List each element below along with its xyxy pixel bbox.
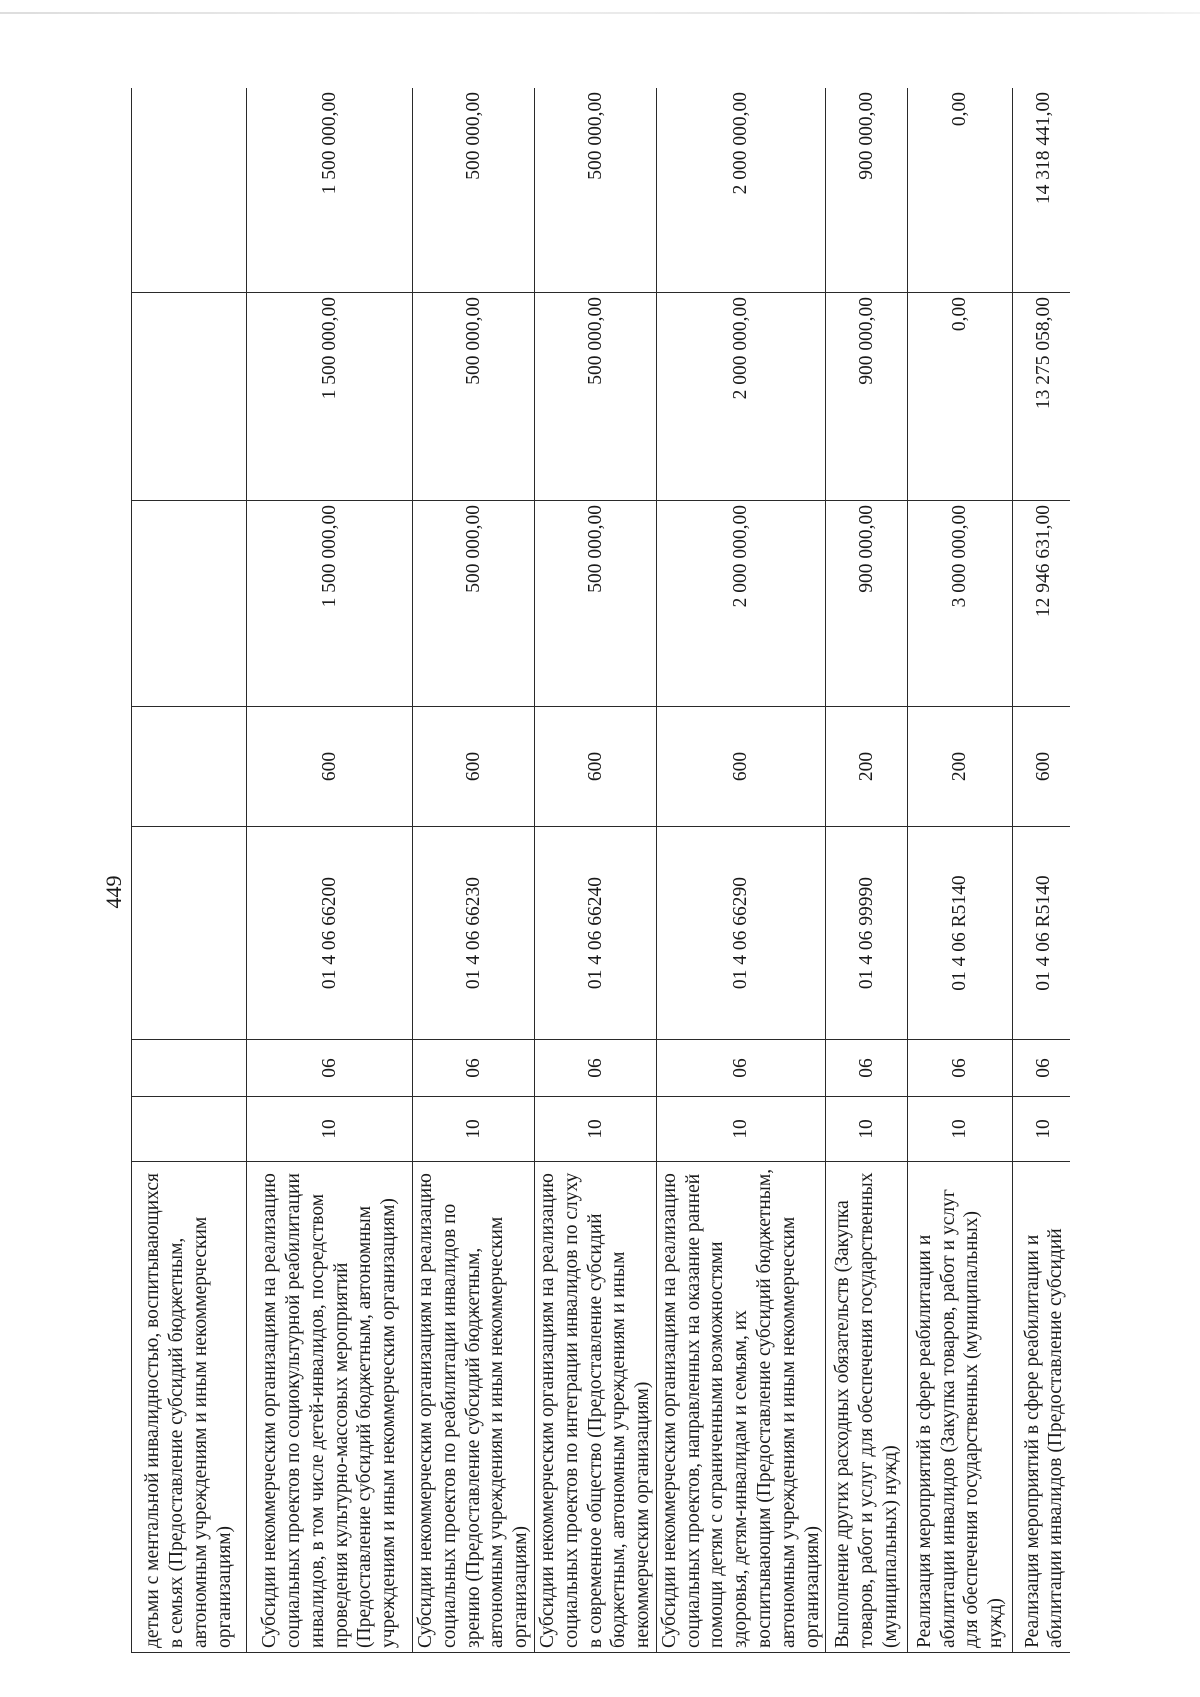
amount-year-3: 500 000,00	[535, 88, 657, 293]
table-row	[908, 88, 1013, 1653]
section-code: 10	[656, 1097, 825, 1162]
amount-year-1: 900 000,00	[826, 501, 908, 707]
amount-year-1: 2 000 000,00	[656, 501, 825, 707]
target-article-code: 01 4 06 99990	[826, 827, 908, 1040]
rotated-table-container	[131, 88, 1070, 1653]
section-code: 10	[1013, 1097, 1070, 1162]
budget-table	[131, 88, 1070, 1653]
table-frame	[131, 88, 1070, 1653]
subsection-code: 06	[247, 1040, 413, 1097]
amount-year-1: 1 500 000,00	[247, 501, 413, 707]
amount-year-3	[132, 88, 247, 293]
amount-year-3: 0,00	[908, 88, 1013, 293]
section-code: 10	[535, 1097, 657, 1162]
target-article-code: 01 4 06 R5140	[908, 827, 1013, 1040]
amount-year-3: 14 318 441,00	[1013, 88, 1070, 293]
table-row	[656, 88, 825, 1653]
section-code: 10	[413, 1097, 535, 1162]
expense-type-code: 600	[1013, 707, 1070, 827]
expense-name: Реализация мероприятий в сфере реабилитации и абилитации инвалидов (Предоставление субсидий	[1013, 1162, 1070, 1653]
amount-year-2: 500 000,00	[535, 293, 657, 501]
target-article-code: 01 4 06 66230	[413, 827, 535, 1040]
expense-type-code: 200	[908, 707, 1013, 827]
amount-year-1: 500 000,00	[535, 501, 657, 707]
section-code: 10	[247, 1097, 413, 1162]
expense-type-code: 600	[656, 707, 825, 827]
amount-year-2: 1 500 000,00	[247, 293, 413, 501]
table-row	[132, 88, 247, 1653]
expense-name: детьми с ментальной инвалидностью, воспитывающихся в семьях (Предоставление субсидий бюджетным, автономным учреждениям и иным некоммерческим организациям)	[132, 1162, 247, 1653]
target-article-code	[132, 827, 247, 1040]
section-code: 10	[826, 1097, 908, 1162]
target-article-code: 01 4 06 66200	[247, 827, 413, 1040]
amount-year-2: 900 000,00	[826, 293, 908, 501]
amount-year-3: 1 500 000,00	[247, 88, 413, 293]
amount-year-2: 2 000 000,00	[656, 293, 825, 501]
table-row	[826, 88, 908, 1653]
section-code	[132, 1097, 247, 1162]
subsection-code: 06	[535, 1040, 657, 1097]
target-article-code: 01 4 06 R5140	[1013, 827, 1070, 1040]
subsection-code: 06	[1013, 1040, 1070, 1097]
amount-year-3: 900 000,00	[826, 88, 908, 293]
amount-year-3: 500 000,00	[413, 88, 535, 293]
amount-year-2: 500 000,00	[413, 293, 535, 501]
amount-year-1	[132, 501, 247, 707]
expense-type-code: 200	[826, 707, 908, 827]
expense-name: Субсидии некоммерческим организациям на реализацию социальных проектов по реабилитации инвалидов по зрению (Предоставление субсидий бюджетным, автономным учреждениям и иным некоммерческим организациям)	[413, 1162, 535, 1653]
expense-type-code: 600	[247, 707, 413, 827]
subsection-code: 06	[656, 1040, 825, 1097]
table-row	[535, 88, 657, 1653]
table-row	[413, 88, 535, 1653]
expense-name: Субсидии некоммерческим организациям на реализацию социальных проектов, направленных на оказание ранней помощи детям с ограниченными возможностями здоровья, детям-инвалидам и семьям, их воспитывающим (Предоставление субсидий бюджетным, автономным учреждениям и иным некоммерческим организациям)	[656, 1162, 825, 1653]
target-article-code: 01 4 06 66290	[656, 827, 825, 1040]
expense-name: Субсидии некоммерческим организациям на реализацию социальных проектов по социокультурной реабилитации инвалидов, в том числе детей-инвалидов, посредством проведения культурно-массовых мероприятий (Предоставление субсидий бюджетным, автономным учреждениям и иным некоммерческим организациям)	[247, 1162, 413, 1653]
page-number: 449	[101, 875, 126, 909]
expense-type-code: 600	[413, 707, 535, 827]
amount-year-1: 12 946 631,00	[1013, 501, 1070, 707]
scan-edge	[0, 12, 1200, 14]
amount-year-1: 3 000 000,00	[908, 501, 1013, 707]
subsection-code: 06	[908, 1040, 1013, 1097]
expense-name: Выполнение других расходных обязательств (Закупка товаров, работ и услуг для обеспечения государственных (муниципальных) нужд)	[826, 1162, 908, 1653]
subsection-code: 06	[413, 1040, 535, 1097]
table-row	[1013, 88, 1070, 1653]
expense-name: Субсидии некоммерческим организациям на реализацию социальных проектов по интеграции инвалидов по слуху в современное общество (Предоставление субсидий бюджетным, автономным учреждениям и иным некоммерческим организациям)	[535, 1162, 657, 1653]
amount-year-3: 2 000 000,00	[656, 88, 825, 293]
amount-year-2	[132, 293, 247, 501]
section-code: 10	[908, 1097, 1013, 1162]
expense-type-code: 600	[535, 707, 657, 827]
expense-name: Реализация мероприятий в сфере реабилитации и абилитации инвалидов (Закупка товаров, работ и услуг для обеспечения государственных (муниципальных) нужд)	[908, 1162, 1013, 1653]
subsection-code	[132, 1040, 247, 1097]
amount-year-2: 0,00	[908, 293, 1013, 501]
expense-type-code	[132, 707, 247, 827]
target-article-code: 01 4 06 66240	[535, 827, 657, 1040]
subsection-code: 06	[826, 1040, 908, 1097]
amount-year-1: 500 000,00	[413, 501, 535, 707]
amount-year-2: 13 275 058,00	[1013, 293, 1070, 501]
table-row	[247, 88, 413, 1653]
